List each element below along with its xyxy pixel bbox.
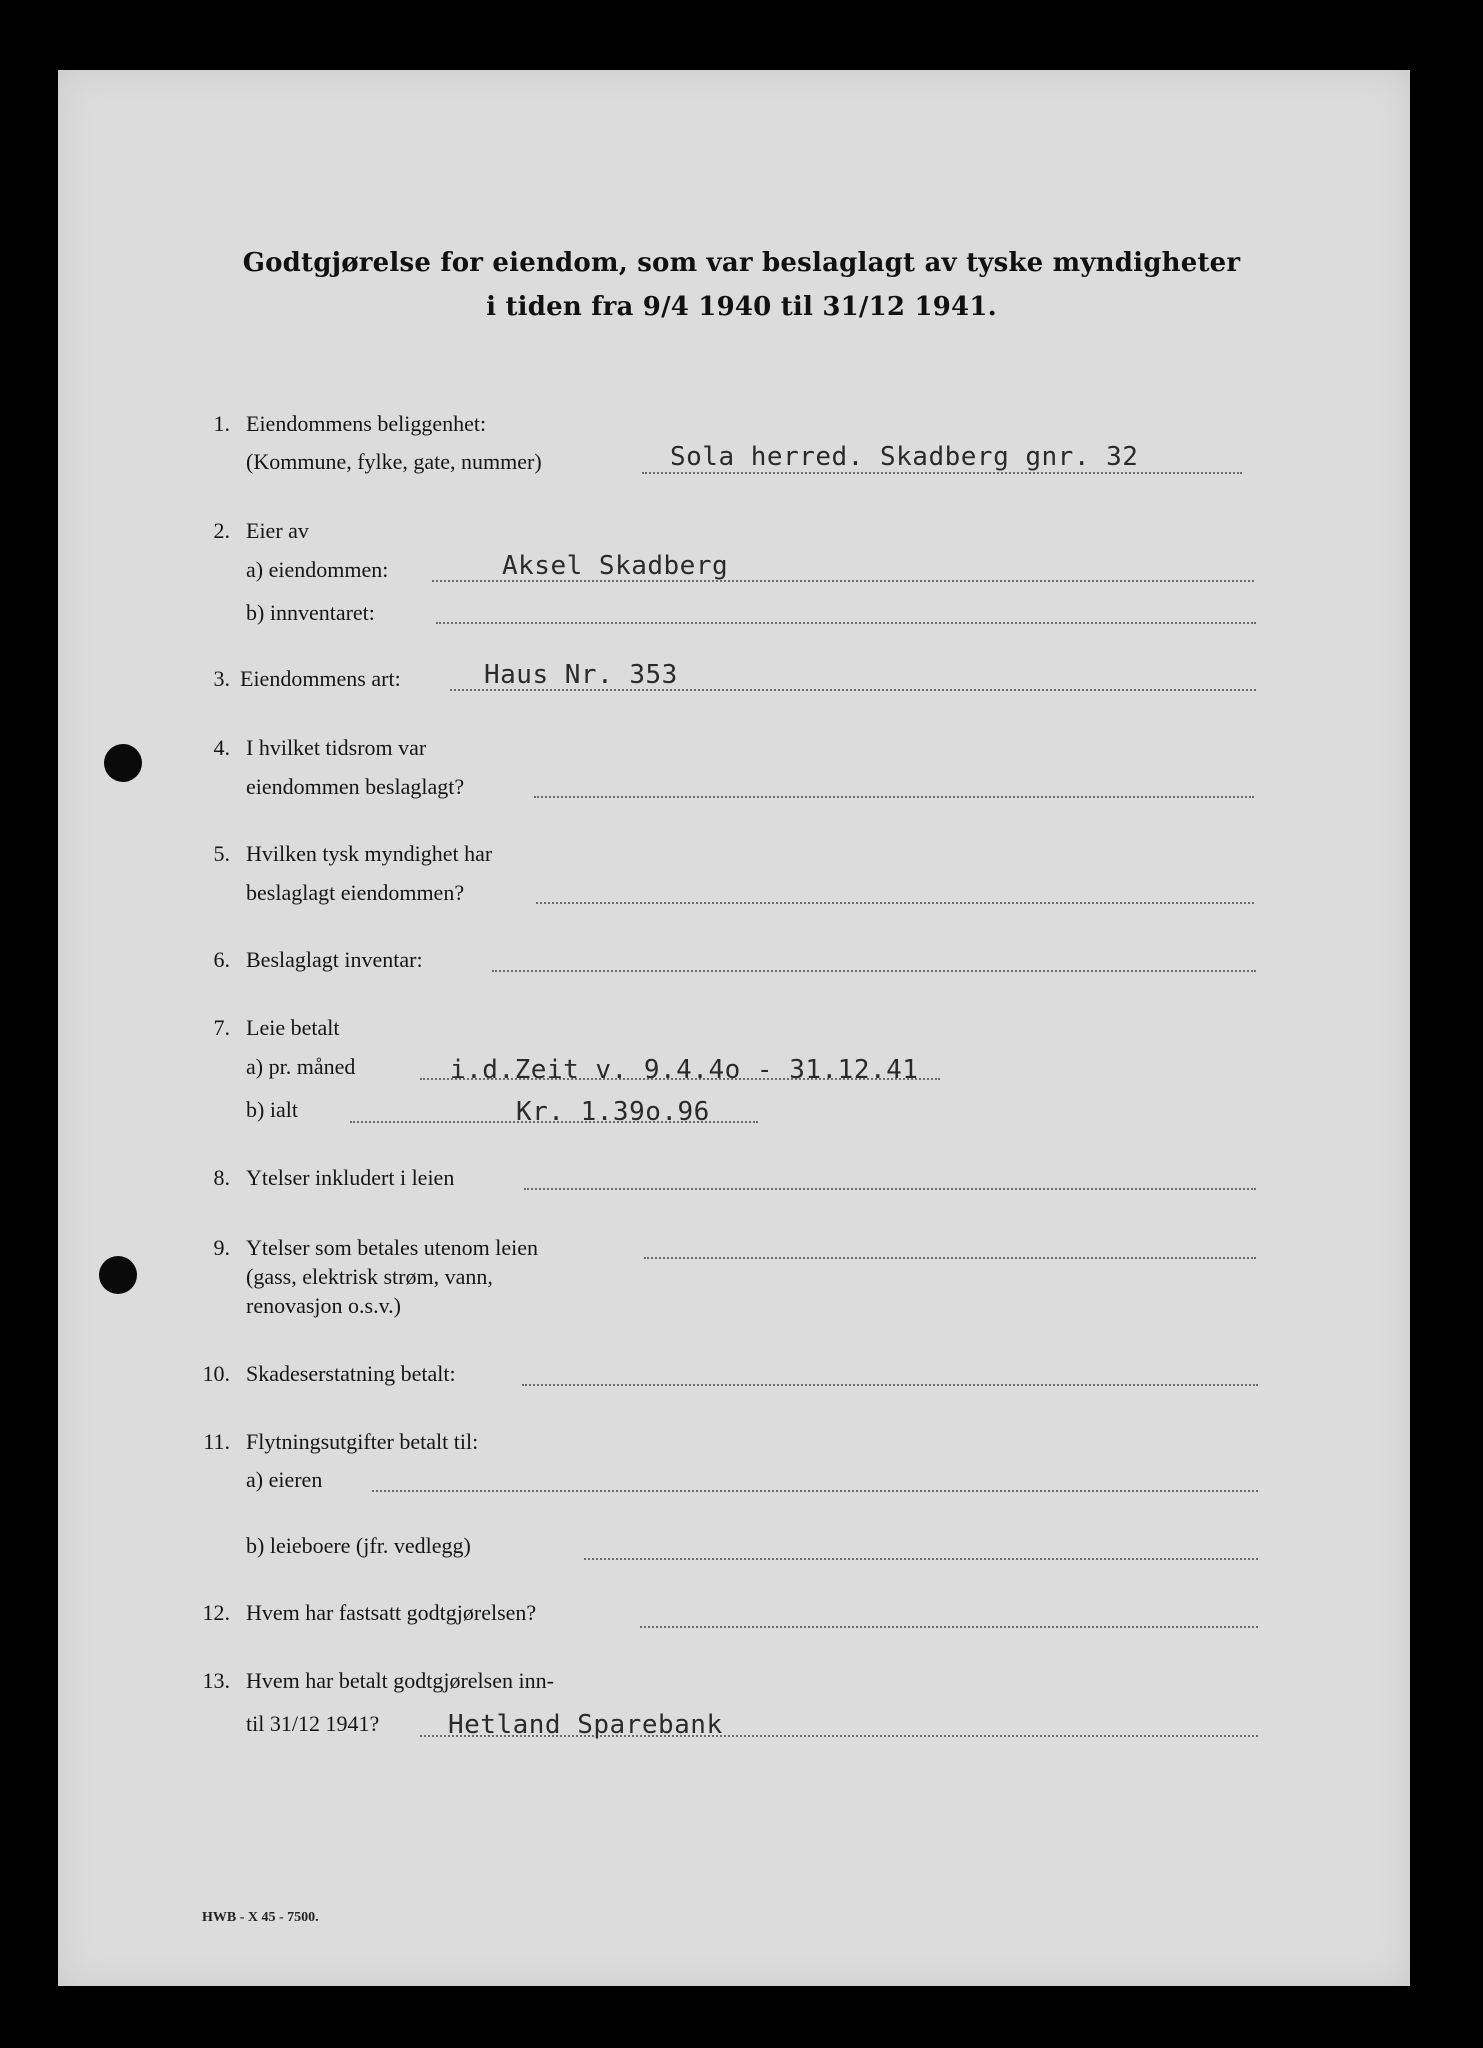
- question-number: 12.: [202, 1600, 230, 1625]
- question-number: 10.: [202, 1361, 230, 1386]
- punch-hole-bottom: [99, 1256, 137, 1294]
- question-label: beslaglagt eiendommen?: [246, 880, 465, 905]
- question-label: Skadeserstatning betalt:: [246, 1361, 456, 1386]
- answer-property-type: Haus Nr. 353: [484, 660, 678, 690]
- question-label: eiendommen beslaglagt?: [246, 774, 465, 799]
- answer-monthly-rent: i.d.Zeit v. 9.4.4o - 31.12.41: [450, 1055, 919, 1085]
- form-title-line2: i tiden fra 9/4 1940 til 31/12 1941.: [486, 292, 997, 322]
- answer-owner: Aksel Skadberg: [502, 551, 729, 581]
- question-label: a) pr. måned: [246, 1054, 356, 1079]
- question-label: b) leieboere (jfr. vedlegg): [246, 1533, 471, 1558]
- question-label: Hvem har betalt godtgjørelsen inn-: [246, 1668, 554, 1693]
- question-number: 4.: [213, 735, 230, 760]
- answer-line: [436, 622, 1256, 624]
- question-label: Leie betalt: [246, 1015, 340, 1040]
- answer-line: [640, 1626, 1258, 1628]
- question-label: Eiendommens beliggenhet:: [246, 411, 487, 436]
- form-title-line1: Godtgjørelse for eiendom, som var beslaglagt av tyske myndigheter: [242, 248, 1241, 278]
- question-number: 2.: [213, 518, 230, 543]
- question-number: 9.: [213, 1235, 230, 1260]
- question-label: a) eiendommen:: [246, 557, 389, 582]
- answer-line: [534, 796, 1254, 798]
- question-label: (gass, elektrisk strøm, vann,: [246, 1264, 493, 1289]
- question-label: I hvilket tidsrom var: [246, 735, 427, 760]
- answer-location: Sola herred. Skadberg gnr. 32: [670, 442, 1139, 472]
- answer-line: [522, 1384, 1258, 1386]
- answer-line: [492, 970, 1256, 972]
- answer-total-rent: Kr. 1.39o.96: [516, 1097, 710, 1127]
- question-label: Ytelser som betales utenom leien: [246, 1235, 539, 1260]
- answer-line: [372, 1490, 1258, 1492]
- question-number: 5.: [213, 841, 230, 866]
- question-label: Eier av: [246, 518, 309, 543]
- question-label: b) innventaret:: [246, 600, 375, 625]
- print-code: HWB - X 45 - 7500.: [202, 1910, 319, 1925]
- question-label: Beslaglagt inventar:: [246, 947, 423, 972]
- answer-payer: Hetland Sparebank: [448, 1710, 723, 1740]
- answer-line: [644, 1257, 1256, 1259]
- question-label: Hvilken tysk myndighet har: [246, 841, 493, 866]
- question-label: Ytelser inkludert i leien: [246, 1165, 455, 1190]
- question-label: renovasjon o.s.v.): [246, 1293, 401, 1318]
- answer-line: [536, 902, 1254, 904]
- question-label: (Kommune, fylke, gate, nummer): [246, 449, 542, 474]
- question-number: 7.: [213, 1015, 230, 1040]
- question-label: b) ialt: [246, 1097, 298, 1122]
- question-label: til 31/12 1941?: [246, 1711, 380, 1736]
- question-number: 8.: [213, 1165, 230, 1190]
- question-number: 6.: [213, 947, 230, 972]
- question-label: Eiendommens art:: [240, 666, 401, 691]
- answer-line: [524, 1188, 1256, 1190]
- answer-line: [584, 1558, 1258, 1560]
- question-label: Flytningsutgifter betalt til:: [246, 1429, 479, 1454]
- question-label: a) eieren: [246, 1467, 323, 1492]
- question-number: 13.: [202, 1668, 230, 1693]
- question-number: 11.: [203, 1429, 230, 1454]
- punch-hole-top: [104, 744, 142, 782]
- question-label: Hvem har fastsatt godtgjørelsen?: [246, 1600, 537, 1625]
- question-number: 3.: [213, 666, 230, 691]
- answer-line: [642, 472, 1242, 474]
- question-number: 1.: [213, 411, 230, 436]
